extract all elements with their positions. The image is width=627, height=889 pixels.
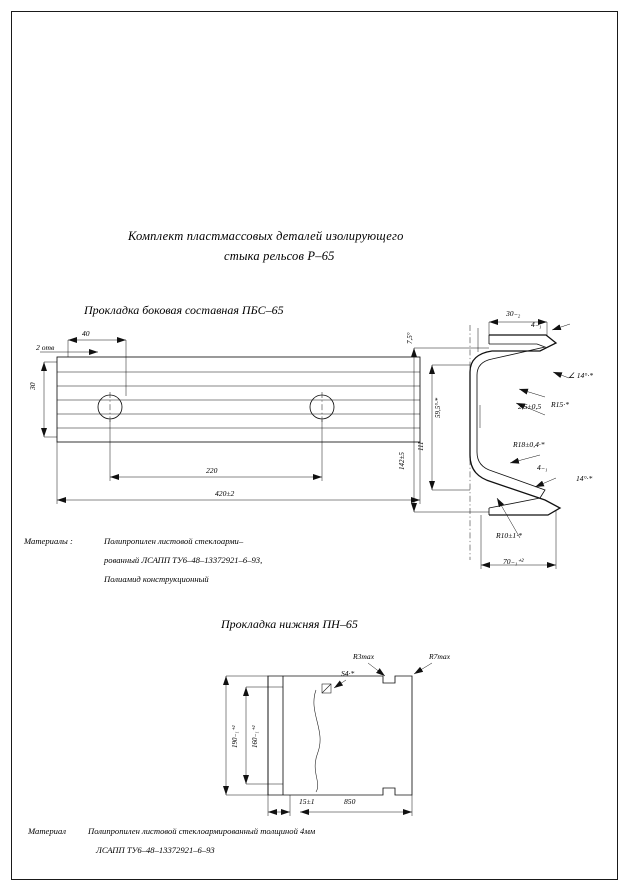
bottom-pad-heading: Прокладка нижняя ПН–65 — [221, 617, 358, 631]
dim-420: 420±2 — [215, 489, 235, 498]
dim-142: 142±5 — [398, 452, 406, 470]
dim-R3max: R3max — [353, 652, 375, 661]
dim-2-otv: 2 отв — [36, 343, 55, 352]
dim-14-low: 14°·* — [576, 474, 593, 483]
dim-40: 40 — [82, 329, 90, 338]
dim-850: 850 — [344, 797, 356, 806]
dim-S4: S4·* — [341, 669, 355, 678]
dim-59-5-deg: 59,5°·* — [434, 397, 442, 418]
dim-30: 30 — [28, 382, 37, 390]
dim-R10: R10±1·* — [496, 531, 522, 540]
dim-4-1-top: 4₋₁ — [531, 320, 542, 329]
dim-angle-14: ∠ 14°·* — [568, 371, 594, 380]
dim-70: 70₋₁⁺² — [503, 557, 524, 566]
dim-220: 220 — [206, 466, 218, 475]
dim-R15: R15·* — [551, 400, 569, 409]
dim-30-2: 30₋₂ — [506, 309, 521, 318]
material-line-1: Полипропилен листовой стеклоарми– — [104, 536, 244, 546]
material-line-3: Полиамид конструкционный — [104, 574, 209, 584]
material-label-1: Материалы : — [24, 536, 73, 546]
side-pad-heading: Прокладка боковая составная ПБС–65 — [84, 303, 284, 317]
dim-7-5-deg: 7,5° — [406, 332, 414, 344]
material-2-line-1: Полипропилен листовой стеклоармированный толщиной 4мм — [88, 826, 316, 836]
material-label-2: Материал — [28, 826, 66, 836]
material-line-2: рованный ЛСАПП ТУ6–48–13372921–6–93, — [104, 555, 263, 565]
material-2-line-2: ЛСАПП ТУ6–48–13372921–6–93 — [96, 845, 215, 855]
dim-R7max: R7max — [429, 652, 451, 661]
dim-15: 15±1 — [299, 797, 315, 806]
dim-160: 160₋₁⁺² — [251, 725, 259, 748]
dim-111: 111 — [417, 441, 425, 451]
dim-190: 190₋₁⁺² — [231, 725, 239, 748]
drawing-title-line2: стыка рельсов Р–65 — [224, 249, 335, 263]
drawing-title-line1: Комплект пластмассовых деталей изолирующего — [128, 229, 404, 243]
dim-2-5: 2,5±0,5 — [518, 402, 542, 411]
dim-R18: R18±0,4·* — [513, 440, 545, 449]
dim-4-1-low: 4₋₁ — [537, 463, 548, 472]
